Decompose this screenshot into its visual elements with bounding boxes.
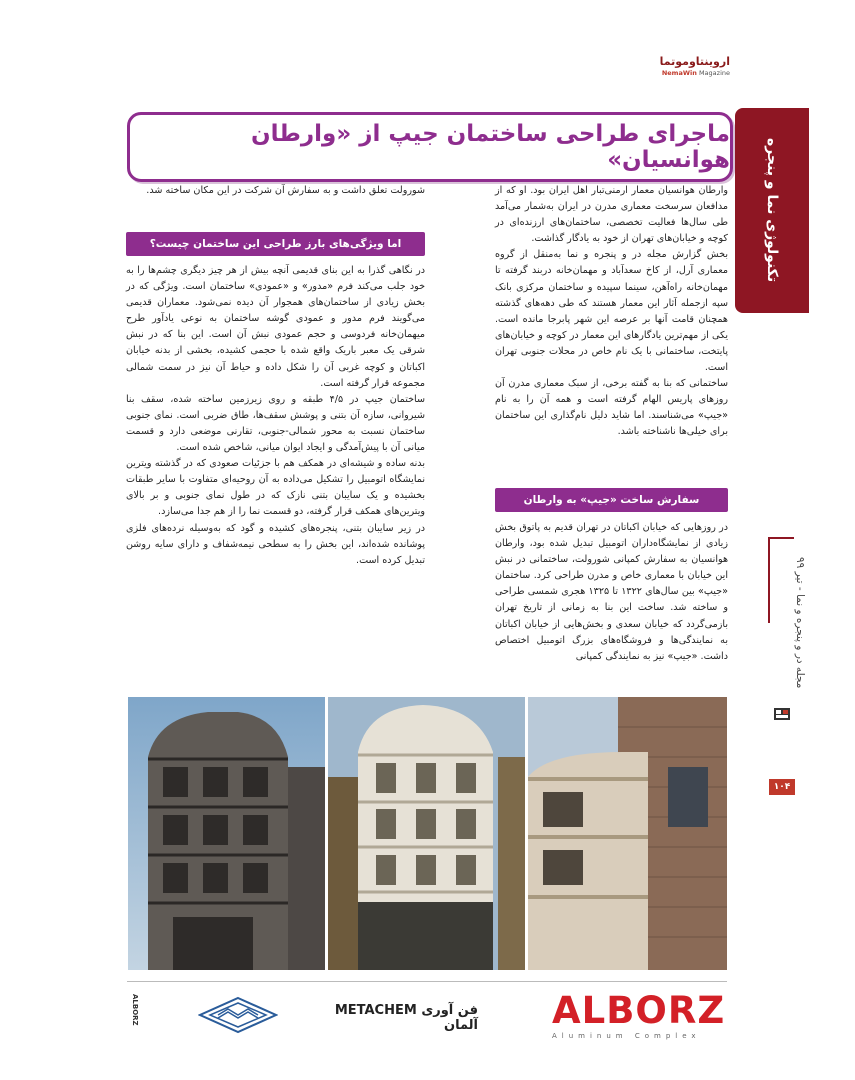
paragraph: بخش گزارش مجله در و پنجره و نما به‌منقل از گروه معماری آرل، از کاخ سعدآباد و مهمان‌خانه دربند گرفته تا مهمان‌خانه راه‌آهن، سینما سپیده و ساختمان مرکزی بانک سپه ازجمله آثار این معمار هستند که طی دهه‌های گذشته همچنان قامت آنها بر عرصه این شهر پابرجا مانده است. یکی از مهم‌ترین یادگارهای این معمار در کوچه و خیابان‌های پایتخت، ساختمانی با یک نام خاص در محلات جنوبی تهران است. <box>495 249 728 374</box>
paragraph: ساختمانی که بنا به گفته برخی، از سبک معماری مدرن آن روزهای پاریس الهام گرفته است و همه آن را به نام «جیپ» می‌شناسند. اما شاید دلیل نام‌گذاری این ساختمان برای خیلی‌ها ناشناخته باشد. <box>495 378 728 438</box>
article-column-left <box>126 183 425 199</box>
article-column-right <box>495 183 728 441</box>
masthead-brand: NemaWin <box>661 69 697 77</box>
article-column-right-lower <box>495 520 728 665</box>
alborz-tagline: Aluminum Complex <box>552 1032 701 1040</box>
article-title: ماجرای طراحی ساختمان جیپ از «وارطان هوانسیان» <box>250 121 730 173</box>
paragraph: وارطان هوانسیان معمار ارمنی‌تبار اهل ایران بود. او که از مدافعان سرسخت معماری مدرن در ایران به‌شمار می‌آمد طی سال‌ها فعالیت تخصصی، ساختمان‌های ارزنده‌ای در کوچه و خیابان‌های تهران از خود به یادگار گذاشت. <box>495 185 728 245</box>
subheading-jeep-commission: سفارش ساخت «جیپ» به وارطان <box>495 488 728 512</box>
page-number: ۱۰۴ <box>769 779 795 795</box>
section-tab-label: تکنولوژی نما و پنجره <box>764 138 780 283</box>
metachem-text: فن آوری METACHEM آلمان <box>334 1003 478 1033</box>
masthead-subtitle <box>640 69 730 77</box>
footer-rule <box>127 981 727 982</box>
magazine-masthead <box>640 55 730 85</box>
paragraph: بدنه ساده و شیشه‌ای در همکف هم با جزئیات صعودی که در گذشته ویترین نمایشگاه اتومبیل را تشکیل می‌داده به آن روحیه‌ای متفاوت با سایر طبقات بخشیده و یک سایبان بتنی نازک که در طول نمای جنوبی و بر بالای ویترین‌های همکف قرار گرفته، دو قسمت نما را از هم جدا می‌سازد. <box>126 458 425 518</box>
credit-line <box>768 537 770 623</box>
credit-tick <box>768 537 794 539</box>
paragraph: در زیر سایبان بتنی، پنجره‌های کشیده و گود که به‌وسیله نرده‌های فلزی پوشانده شده‌اند، این بخش را به سطحی نیمه‌شفاف و دارای سایه روشن تبدیل کرده است. <box>126 522 425 566</box>
alborz-logo: ALBORZ <box>552 989 726 1032</box>
metachem-logo <box>198 996 278 1034</box>
masthead-title: اروینتاوموتما <box>659 55 730 68</box>
window-icon <box>772 705 792 723</box>
issue-credit: مجله در و پنجره و نما - تیر ۹۹ <box>794 556 806 688</box>
alborz-ad <box>552 989 728 1042</box>
building-photo-dark <box>128 697 325 970</box>
paragraph: شورولت تعلق داشت و به سفارش آن شرکت در این مکان ساخته شد. <box>146 185 425 196</box>
alborz-vertical-label: ALBORZ <box>131 994 139 1026</box>
masthead-magazine-label: Magazine <box>698 69 730 77</box>
article-column-left-lower <box>126 263 425 569</box>
paragraph: در روزهایی که خیابان اکباتان در تهران قدیم به پاتوق بخش زیادی از نمایشگاه‌داران اتومبیل تبدیل شده بود، وارطان هوانسیان به سفارش کمپانی شورولت، ساختمانی در نبش این خیابان با معماری خاص و مدرن طراحی کرد. ساختمان «جیپ» بین سال‌های ۱۳۲۲ تا ۱۳۲۵ هجری شمسی طراحی و ساخته شد. ساخت این بنا به زمانی از تاریخ تهران بازمی‌گردد که خیابان سعدی و بخش‌هایی از خیابان اکباتان به نمایندگی‌ها و فروشگاه‌های بزرگ اتومبیل اختصاص داشت. «جیپ» نیز به نمایندگی کمپانی <box>495 522 728 662</box>
paragraph: در نگاهی گذرا به این بنای قدیمی آنچه بیش از هر چیز دیگری چشم‌ها را به خود جلب می‌کند فرم «مدور» و «عمودی» ساختمان است. ویژگی که در بخش زیادی از ساختمان‌های همجوار آن دیده نمی‌شود. معماران قدیمی می‌گویند فرم مدور و عمودی گوشه ساختمان به نوعی یادآور طرح میهمان‌خانه فردوسی و حجم عمودی نبش آن است. این بنا که در نبش شرقی یک معبر باریک واقع شده با حجمی کشیده، بخشی از بدنه خیابان اکباتان و کوچه غربی آن را شکل داده و حیاط آن نیز در سمت شمالی مجموعه قرار گرفته است. <box>126 265 425 389</box>
article-title-box <box>127 112 733 182</box>
subheading-design-features: اما ویژگی‌های بارز طراحی این ساختمان چیست؟ <box>126 232 425 256</box>
building-photo-detail <box>528 697 727 970</box>
building-photo-light <box>328 697 525 970</box>
paragraph: ساختمان جیپ در ۴/۵ طبقه و روی زیرزمین ساخته شده، سقف بنا شیروانی، سازه آن بتنی و پوشش سقف‌ها، طاق ضربی است. نمای جنوبی ساختمان نسبت به محور شمالی-جنوبی، تقارنی موضعی دارد و قسمت میانی آن با پیش‌آمدگی و ایجاد ایوان میانی، شاخص شده است. <box>126 393 426 454</box>
